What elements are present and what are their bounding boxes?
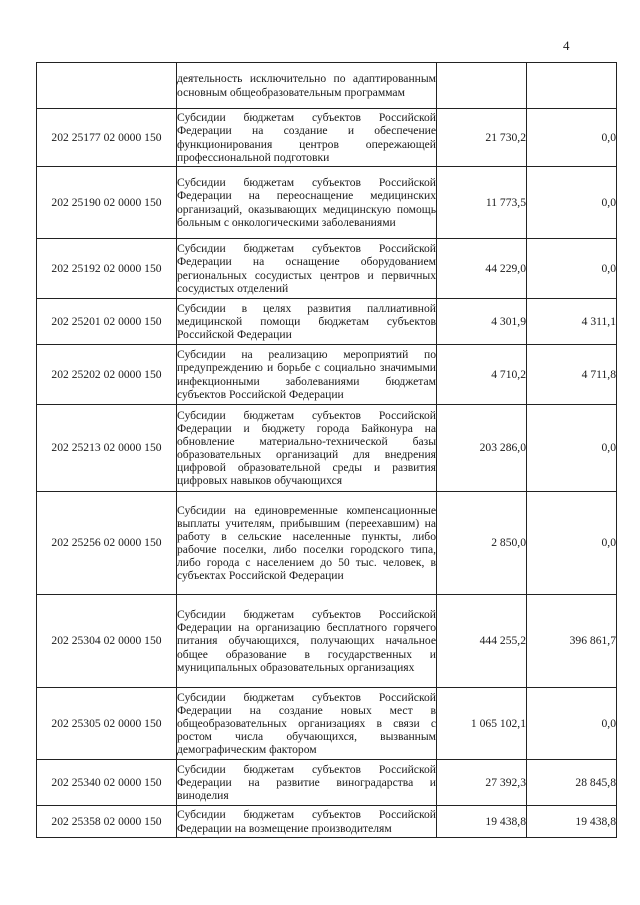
table-row <box>37 405 617 492</box>
value-year-2: 28 845,8 <box>527 760 617 806</box>
value-year-2: 0,0 <box>527 109 617 167</box>
budget-code: 202 25213 02 0000 150 <box>37 405 177 492</box>
table-row <box>37 167 617 239</box>
value-year-1: 1 065 102,1 <box>437 688 527 760</box>
budget-code: 202 25177 02 0000 150 <box>37 109 177 167</box>
subsidy-name: деятельность исключительно по адаптированным основным общеобразовательным программам <box>177 63 437 109</box>
subsidy-name: Субсидии бюджетам субъектов Российской Федерации на организацию бесплатного горячего питания обучающихся, получающих начальное общее образование в государственных и муниципальных образовательных организациях <box>177 595 437 688</box>
budget-code: 202 25305 02 0000 150 <box>37 688 177 760</box>
value-year-1: 19 438,8 <box>437 806 527 838</box>
subsidy-name: Субсидии бюджетам субъектов Российской Федерации на переоснащение медицинских организаций, оказывающих медицинскую помощь больным с онкологическими заболеваниями <box>177 167 437 239</box>
table-row <box>37 492 617 595</box>
subsidy-name: Субсидии бюджетам субъектов Российской Федерации и бюджету города Байконура на обновление материально-технической базы образовательных организаций для внедрения цифровой образовательной среды и развития цифровых навыков обучающихся <box>177 405 437 492</box>
subsidy-name: Субсидии бюджетам субъектов Российской Федерации на создание новых мест в общеобразовательных организациях в связи с ростом числа обучающихся, вызванным демографическим фактором <box>177 688 437 760</box>
value-year-2: 0,0 <box>527 688 617 760</box>
subsidy-name: Субсидии бюджетам субъектов Российской Федерации на оснащение оборудованием региональных сосудистых центров и первичных сосудистых отделений <box>177 239 437 299</box>
budget-code: 202 25256 02 0000 150 <box>37 492 177 595</box>
budget-code: 202 25201 02 0000 150 <box>37 299 177 345</box>
value-year-2: 0,0 <box>527 167 617 239</box>
value-year-2: 0,0 <box>527 405 617 492</box>
value-year-2: 0,0 <box>527 239 617 299</box>
table-row <box>37 806 617 838</box>
budget-code: 202 25304 02 0000 150 <box>37 595 177 688</box>
value-year-1: 444 255,2 <box>437 595 527 688</box>
page-number: 4 <box>563 38 570 53</box>
value-year-1: 11 773,5 <box>437 167 527 239</box>
table-row <box>37 595 617 688</box>
table-row <box>37 239 617 299</box>
table-row <box>37 688 617 760</box>
value-year-2: 0,0 <box>527 492 617 595</box>
subsidy-name: Субсидии на реализацию мероприятий по предупреждению и борьбе с социально значимыми инфекционными заболеваниями бюджетам субъектов Российской Федерации <box>177 345 437 405</box>
subsidy-name: Субсидии на единовременные компенсационные выплаты учителям, прибывшим (переехавшим) на работу в сельские населенные пункты, либо рабочие поселки, либо поселки городского типа, либо города с населением до 50 тыс. человек, в субъектах Российской Федерации <box>177 492 437 595</box>
subsidy-name: Субсидии в целях развития паллиативной медицинской помощи бюджетам субъектов Российской Федерации <box>177 299 437 345</box>
budget-code: 202 25358 02 0000 150 <box>37 806 177 838</box>
value-year-1: 4 710,2 <box>437 345 527 405</box>
value-year-1: 203 286,0 <box>437 405 527 492</box>
table-row <box>37 760 617 806</box>
value-year-1: 27 392,3 <box>437 760 527 806</box>
value-year-2: 19 438,8 <box>527 806 617 838</box>
table-row <box>37 63 617 109</box>
table-row <box>37 299 617 345</box>
subsidy-name: Субсидии бюджетам субъектов Российской Федерации на создание и обеспечение функционирования центров опережающей профессиональной подготовки <box>177 109 437 167</box>
value-year-1: 21 730,2 <box>437 109 527 167</box>
value-year-1 <box>437 63 527 109</box>
budget-code: 202 25190 02 0000 150 <box>37 167 177 239</box>
table-row <box>37 109 617 167</box>
budget-table <box>36 62 617 838</box>
value-year-1: 44 229,0 <box>437 239 527 299</box>
subsidy-name: Субсидии бюджетам субъектов Российской Федерации на развитие виноградарства и виноделия <box>177 760 437 806</box>
value-year-1: 2 850,0 <box>437 492 527 595</box>
budget-code: 202 25202 02 0000 150 <box>37 345 177 405</box>
budget-code: 202 25340 02 0000 150 <box>37 760 177 806</box>
table-row <box>37 345 617 405</box>
subsidy-name: Субсидии бюджетам субъектов Российской Федерации на возмещение производителям <box>177 806 437 838</box>
value-year-2 <box>527 63 617 109</box>
value-year-2: 4 711,8 <box>527 345 617 405</box>
value-year-2: 396 861,7 <box>527 595 617 688</box>
value-year-1: 4 301,9 <box>437 299 527 345</box>
budget-code: 202 25192 02 0000 150 <box>37 239 177 299</box>
value-year-2: 4 311,1 <box>527 299 617 345</box>
budget-code <box>37 63 177 109</box>
